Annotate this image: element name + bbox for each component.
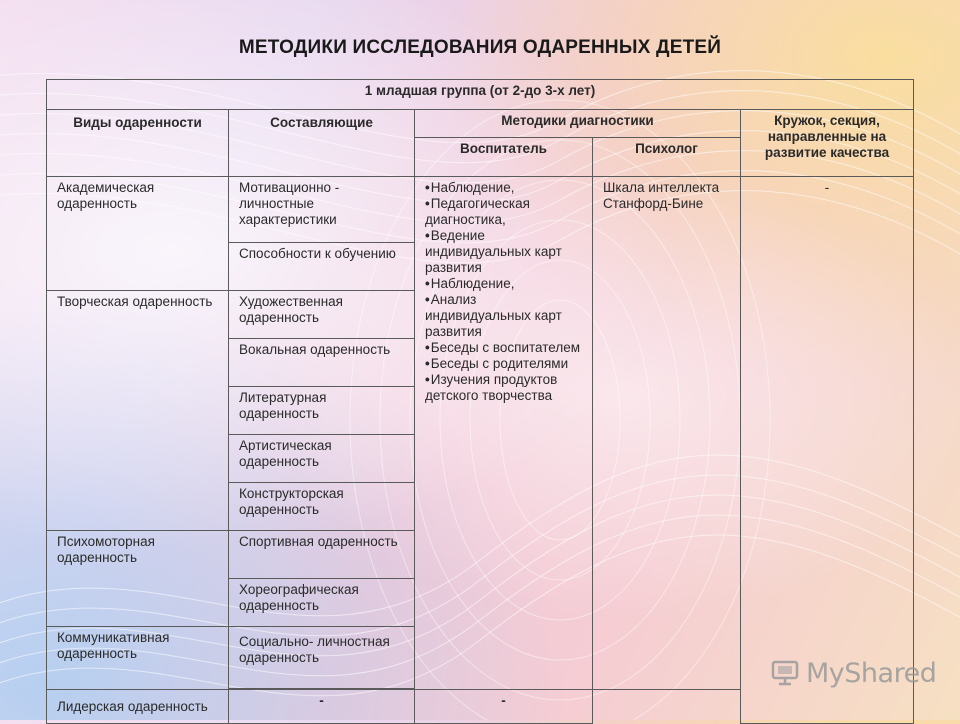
component-artistic: Художественная одаренность	[229, 291, 415, 339]
educator-methods-list	[425, 180, 582, 404]
methods-table	[46, 79, 914, 724]
list-item: • Ведение индивидуальных карт развития	[425, 228, 582, 276]
component-leadership: Лидерская одаренность	[47, 690, 229, 724]
list-item: • Наблюдение,	[425, 180, 582, 196]
watermark-text: MyShared	[806, 657, 937, 689]
type-creative: Творческая одаренность	[47, 291, 229, 531]
type-psychomotor: Психомоторная одаренность	[47, 531, 229, 627]
club-value: -	[741, 177, 914, 724]
col-header-types: Виды одаренности	[47, 110, 229, 177]
leader-psychologist-value: -	[415, 690, 593, 724]
component-choreographic: Хореографическая одаренность	[229, 579, 415, 627]
component-social: Социально- личностная одаренность	[229, 627, 415, 689]
component-constructive: Конструкторская одаренность	[229, 483, 415, 531]
list-item: • Анализ индивидуальных карт развития	[425, 292, 582, 340]
col-header-club: Кружок, секция, направленные на развитие качества	[741, 110, 914, 177]
component-acting: Артистическая одаренность	[229, 435, 415, 483]
list-item: • Наблюдение,	[425, 276, 582, 292]
page-title: МЕТОДИКИ ИССЛЕДОВАНИЯ ОДАРЕННЫХ ДЕТЕЙ	[238, 37, 722, 58]
type-academic: Академическая одаренность	[47, 177, 229, 291]
group-header: 1 младшая группа (от 2-до 3-х лет)	[47, 80, 914, 110]
list-item: • Педагогическая диагностика,	[425, 196, 582, 228]
component-motivational: Мотивационно - личностные характеристики	[229, 177, 415, 243]
col-header-educator: Воспитатель	[415, 138, 593, 177]
list-item: • Изучения продуктов детского творчества	[425, 372, 582, 404]
presentation-icon	[770, 659, 800, 687]
component-learning: Способности к обучению	[229, 243, 415, 291]
component-sport: Спортивная одаренность	[229, 531, 415, 579]
component-literary: Литературная одаренность	[229, 387, 415, 435]
col-header-psychologist: Психолог	[593, 138, 741, 177]
type-communicative: Коммуникативная одаренность	[47, 627, 229, 690]
col-header-components: Составляющие	[229, 110, 415, 177]
component-vocal: Вокальная одаренность	[229, 339, 415, 387]
watermark	[770, 657, 936, 689]
educator-methods-cell	[415, 177, 593, 690]
leader-educator-value: -	[229, 690, 415, 724]
psychologist-method: Шкала интеллекта Станфорд-Бине	[593, 177, 741, 690]
col-header-methods: Методики диагностики	[415, 110, 741, 138]
list-item: • Беседы с воспитателем	[425, 340, 582, 356]
list-item: • Беседы с родителями	[425, 356, 582, 372]
